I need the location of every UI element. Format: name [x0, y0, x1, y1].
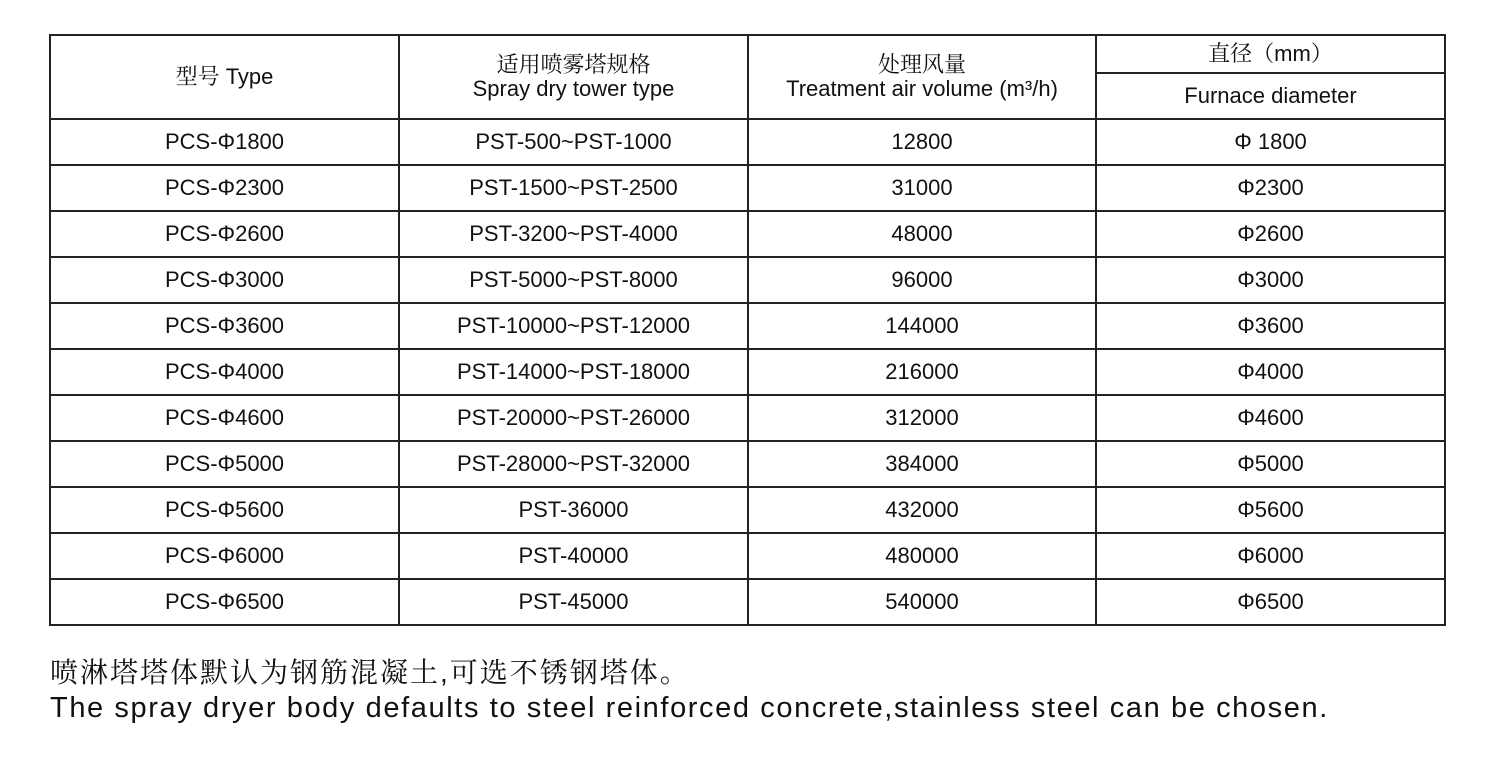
- table-row: [50, 395, 1445, 441]
- table-row: [50, 211, 1445, 257]
- cell-tower: PST-10000~PST-12000: [399, 303, 748, 349]
- header-type-label: 型号 Type: [175, 63, 274, 89]
- table-row: [50, 257, 1445, 303]
- cell-air: 31000: [748, 165, 1096, 211]
- note-chinese: 喷淋塔塔体默认为钢筋混凝土,可选不锈钢塔体。: [50, 657, 690, 688]
- cell-type: PCS-Φ3000: [50, 257, 399, 303]
- cell-diameter: Φ5000: [1096, 441, 1445, 487]
- cell-air: 384000: [748, 441, 1096, 487]
- cell-air: 144000: [748, 303, 1096, 349]
- table-row: [50, 165, 1445, 211]
- table-row: [50, 441, 1445, 487]
- cell-type: PCS-Φ2300: [50, 165, 399, 211]
- cell-air: 540000: [748, 579, 1096, 625]
- cell-diameter: Φ6000: [1096, 533, 1445, 579]
- cell-type: PCS-Φ6500: [50, 579, 399, 625]
- cell-tower: PST-500~PST-1000: [399, 119, 748, 165]
- cell-tower: PST-36000: [399, 487, 748, 533]
- cell-air: 480000: [748, 533, 1096, 579]
- table-row: [50, 119, 1445, 165]
- table-header: [50, 35, 1445, 119]
- cell-diameter: Φ3600: [1096, 303, 1445, 349]
- cell-diameter: Φ4600: [1096, 395, 1445, 441]
- table-row: [50, 349, 1445, 395]
- cell-type: PCS-Φ5600: [50, 487, 399, 533]
- header-tower: [399, 35, 748, 119]
- cell-air: 96000: [748, 257, 1096, 303]
- table-row: [50, 579, 1445, 625]
- header-air: [748, 35, 1096, 119]
- header-tower-en: Spray dry tower type: [472, 76, 675, 101]
- table-row: [50, 533, 1445, 579]
- table-row: [50, 487, 1445, 533]
- cell-diameter: Φ3000: [1096, 257, 1445, 303]
- cell-type: PCS-Φ3600: [50, 303, 399, 349]
- cell-type: PCS-Φ5000: [50, 441, 399, 487]
- header-diameter-en: [1096, 73, 1445, 119]
- cell-diameter: Φ4000: [1096, 349, 1445, 395]
- cell-diameter: Φ 1800: [1096, 119, 1445, 165]
- header-diameter-zh: [1096, 35, 1445, 73]
- cell-type: PCS-Φ4000: [50, 349, 399, 395]
- note-english: The spray dryer body defaults to steel reinforced concrete,stainless steel can be chosen.: [50, 692, 1329, 724]
- table-row: [50, 303, 1445, 349]
- header-diameter-en-label: Furnace diameter: [1184, 82, 1357, 108]
- cell-type: PCS-Φ1800: [50, 119, 399, 165]
- cell-air: 216000: [748, 349, 1096, 395]
- cell-tower: PST-14000~PST-18000: [399, 349, 748, 395]
- header-air-en: Treatment air volume (m³/h): [786, 76, 1058, 101]
- cell-air: 432000: [748, 487, 1096, 533]
- header-diameter-zh-label: 直径（mm）: [1208, 40, 1333, 66]
- cell-tower: PST-20000~PST-26000: [399, 395, 748, 441]
- header-type: [50, 35, 399, 119]
- cell-tower: PST-28000~PST-32000: [399, 441, 748, 487]
- cell-diameter: Φ6500: [1096, 579, 1445, 625]
- cell-air: 48000: [748, 211, 1096, 257]
- cell-tower: PST-3200~PST-4000: [399, 211, 748, 257]
- header-air-zh: 处理风量: [877, 51, 966, 77]
- cell-air: 312000: [748, 395, 1096, 441]
- cell-type: PCS-Φ2600: [50, 211, 399, 257]
- cell-tower: PST-1500~PST-2500: [399, 165, 748, 211]
- cell-tower: PST-5000~PST-8000: [399, 257, 748, 303]
- cell-diameter: Φ2600: [1096, 211, 1445, 257]
- cell-tower: PST-40000: [399, 533, 748, 579]
- cell-diameter: Φ5600: [1096, 487, 1445, 533]
- table-body: [50, 119, 1445, 625]
- cell-diameter: Φ2300: [1096, 165, 1445, 211]
- spec-table: [49, 34, 1446, 626]
- cell-air: 12800: [748, 119, 1096, 165]
- header-tower-zh: 适用喷雾塔规格: [496, 51, 651, 77]
- cell-type: PCS-Φ6000: [50, 533, 399, 579]
- cell-type: PCS-Φ4600: [50, 395, 399, 441]
- cell-tower: PST-45000: [399, 579, 748, 625]
